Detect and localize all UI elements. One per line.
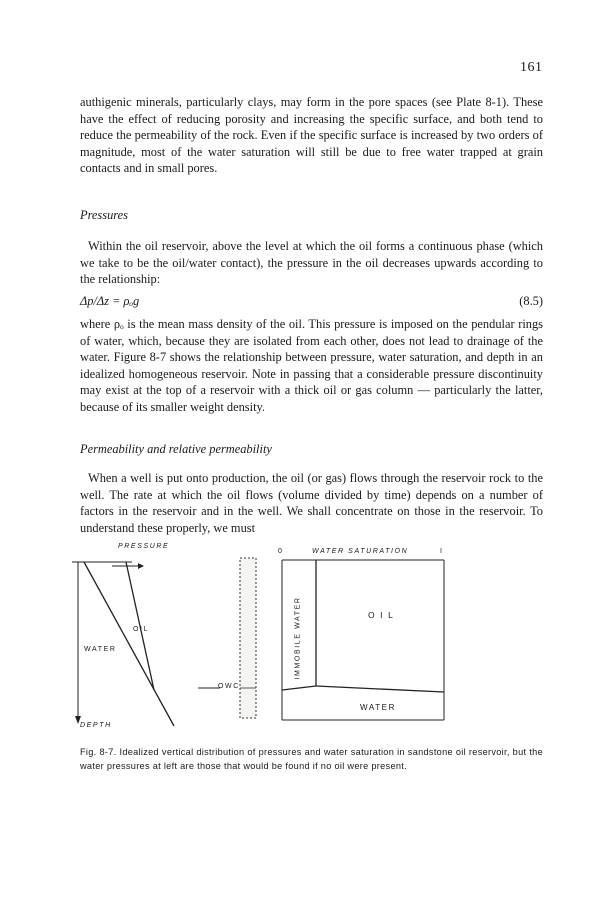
immobile-water-label: IMMOBILE WATER [294, 596, 302, 680]
equation-text: Δp/Δz = ρₒg [80, 294, 140, 308]
oil-line-label: OIL [133, 626, 150, 633]
section-heading-permeability: Permeability and relative permeability [80, 442, 272, 456]
pressure-arrow-head [138, 563, 144, 569]
transition-curve-left [282, 686, 316, 690]
paragraph-oil-density [80, 316, 543, 415]
paragraph-text: When a well is put onto production, the oil (or gas) flows through the reservoir rock to the well. The rate at which the oil flows (volume divided by time) depends on a number of factors in the reservoir and in the well. We shall concentrate on those in the reservoir. To understand these properly, we must [80, 471, 543, 535]
paragraph-text: Within the oil reservoir, above the level at which the oil forms a continuous phase (which we take to be the oil/water contact), the pressure in the oil decreases upwards according to the relationship: [80, 239, 543, 286]
water-line-label: WATER [84, 646, 117, 653]
paragraph-permeability [80, 470, 543, 536]
figure-diagram [70, 540, 550, 740]
page-number: 161 [520, 60, 543, 75]
depth-label: DEPTH [80, 722, 112, 729]
water-pressure-line [84, 562, 174, 726]
saturation-zero-label: 0 [278, 548, 284, 555]
paragraph-authigenic [80, 94, 543, 177]
paragraph-text: authigenic minerals, particularly clays, may form in the pore spaces (see Plate 8-1). These have the effect of reducing porosity and increasing the specific surface, and both tend to reduce the permeability of the rock. Even if the specific surface is increased by two orders of magnitude, most of the water saturation will still be due to free water trapped at grain contacts and in small pores. [80, 95, 543, 175]
figure-caption: Fig. 8-7. Idealized vertical distribution of pressures and water saturation in sandstone oil reservoir, but the water pressures at left are those that would be found if no oil were present. [80, 747, 543, 771]
water-region-label: WATER [360, 703, 396, 712]
section-heading-pressures: Pressures [80, 208, 128, 222]
water-saturation-label: WATER SATURATION [312, 548, 409, 555]
paragraph-text: where ρₒ is the mean mass density of the oil. This pressure is imposed on the pendular rings of water, which, because they are isolated from each other, does not lead to drainage of the water. Figure 8-7 shows the relationship between pressure, water saturation, and depth in an idealized homogeneous reservoir. Note in passing that a considerable pressure discontinuity may exist at the top of a reservoir with a thick oil or gas column — particularly the latter, because of its smaller weight density. [80, 317, 543, 414]
owc-label: OWC [218, 683, 240, 690]
rock-column [240, 558, 256, 718]
equation-8-5 [80, 294, 543, 309]
figure-8-7 [70, 540, 550, 740]
equation-number: (8.5) [519, 294, 543, 308]
saturation-one-label: I [440, 548, 444, 555]
pressure-label: PRESSURE [118, 543, 170, 550]
paragraph-pressures [80, 238, 543, 288]
oil-region-label: O I L [368, 610, 395, 620]
transition-curve-right [316, 686, 444, 692]
